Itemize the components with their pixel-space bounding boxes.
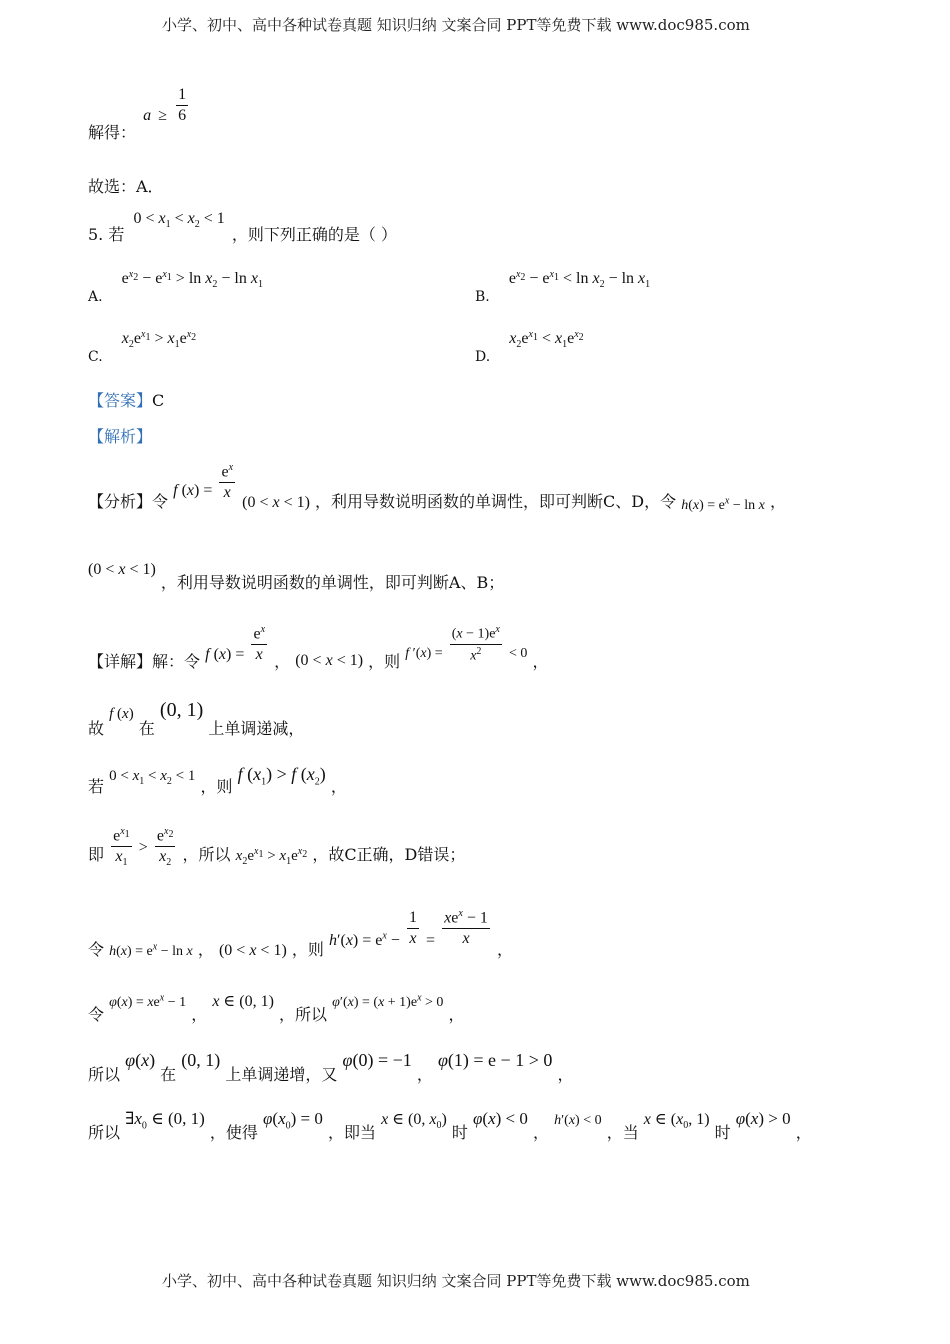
question-5: 5. 若 $0 < x_1 < x_2 < 1$ ，则下列正确的是（ ） [88,210,397,244]
detail-line-1: 【详解】解：令 f (x) = $\frac{e^x}{x}$ ， (0 < x < 1) ，则 f ′(x) = $\frac{(x - 1)e^x}{x^2}$ < 0 ， [88,624,549,671]
solve-prefix: 解得： [88,123,137,142]
detail-line-8: 所以 $\exists x_0$ ∈ (0, 1) ，使得 $\varphi(x_0) = 0$ ，即当 x ∈ (0, $x_0$) 时 φ(x) < 0 ， h′(x) < 0 ，当 x ∈ ($x_0$, 1) 时 φ(x) > 0 ， [88,1109,812,1142]
page-footer: 小学、初中、高中各种试卷真题 知识归纳 文案合同 PPT等免费下载 www.doc985.com [162,1272,750,1290]
answer-line [88,388,164,411]
analysis-tag: 【解析】 [88,427,153,446]
detail-line-3: 若 $0 < x_1 < x_2 < 1$ ，则 f $(x_1) > f$ $(x_2)$ ， [88,764,347,796]
detail-line-4: 即 $\frac{e^{x_1}}{x_1}$ > $\frac{e^{x_2}}{x_2}$ ，所以 $x_2e^{x_1} > x_1e^{x_2}$ ，故C正确，D错误； [88,826,466,869]
option-b: B. $e^{x_2} - e^{x_1} < \ln x_2 - \ln x_1$ [475,268,651,305]
answer-value: C [152,391,165,410]
detail-line-6: 令 $\varphi(x) = xe^x - 1$ ， x ∈ (0, 1) ，所以 $\varphi'(x) = (x + 1)e^x > 0$ ， [88,992,465,1024]
page-header: 小学、初中、高中各种试卷真题 知识归纳 文案合同 PPT等免费下载 www.doc985.com [162,16,750,34]
option-c: C. $x_2e^{x_1} > x_1e^{x_2}$ [88,328,197,365]
q5-label: 5. 若 [88,225,125,244]
q5-suffix: ，则下列正确的是（ ） [231,225,397,244]
solve-line: 解得： a ≥ $\frac{1}{6}$ [88,86,187,142]
detail-line-2: 故 f (x) 在 (0, 1) 上单调递减， [88,699,305,738]
answer-tag: 【答案】 [88,391,153,410]
analysis-line-1: 【分析】令 f (x) = $\frac{e^x}{x}$ (0 < x < 1) ，利用导数说明函数的单调性，即可判断C、D，令 $h(x) = e^x - \ln x$ ， [88,462,786,513]
detail-line-7: 所以 φ(x) 在 (0, 1) 上单调递增，又 φ(0) = −1 ， φ(1) = e − 1 > 0 ， [88,1050,574,1084]
choose-line: 故选：A． [88,177,164,196]
detail-line-5: 令 $h(x) = e^x - \ln x$ ， (0 < x < 1) ，则 $h'(x) = e^x$ − $\frac{1}{x}$ = $\frac{xe^x - 1}{x}$ ， [88,908,513,959]
option-a: A. $e^{x_2} - e^{x_1} > \ln x_2 - \ln x_1$ [88,268,263,305]
analysis-line-2: (0 < x < 1) ，利用导数说明函数的单调性，即可判断A、B； [88,561,505,592]
option-d: D. $x_2e^{x_1} < x_1e^{x_2}$ [475,328,584,365]
